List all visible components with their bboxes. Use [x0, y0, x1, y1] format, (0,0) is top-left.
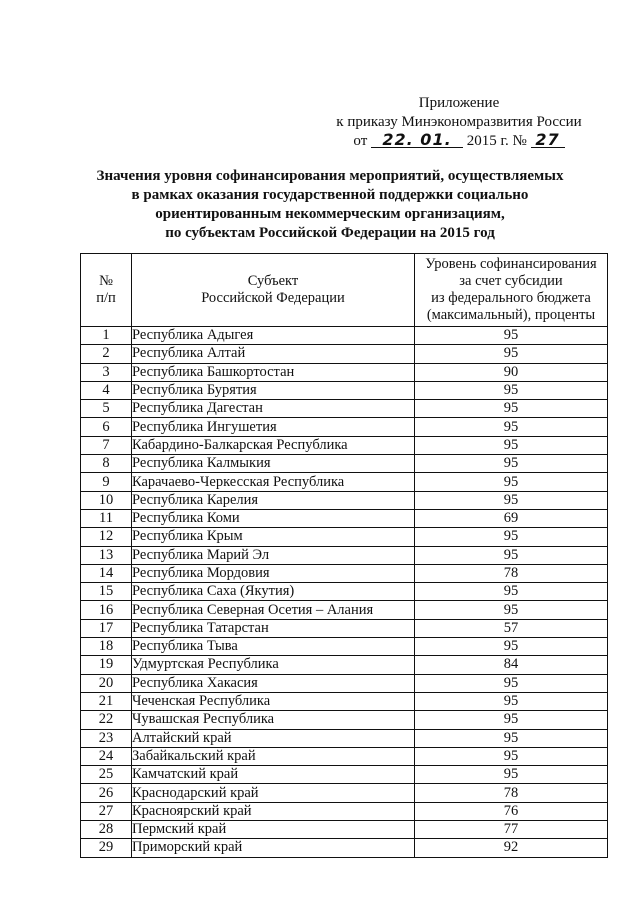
- table-row: [81, 400, 608, 418]
- table-row: [81, 381, 608, 399]
- table-body: [81, 327, 608, 858]
- row-subject: Республика Тыва: [132, 638, 415, 656]
- row-subject: Республика Крым: [132, 528, 415, 546]
- row-subject: Камчатский край: [132, 766, 415, 784]
- table-row: [81, 327, 608, 345]
- row-number: 2: [81, 345, 132, 363]
- row-number: 17: [81, 619, 132, 637]
- row-value: 78: [415, 564, 608, 582]
- row-subject: Пермский край: [132, 821, 415, 839]
- row-number: 16: [81, 601, 132, 619]
- row-value: 95: [415, 491, 608, 509]
- table-header-row: [81, 254, 608, 327]
- row-number: 19: [81, 656, 132, 674]
- row-subject: Республика Ингушетия: [132, 418, 415, 436]
- table-row: [81, 821, 608, 839]
- row-subject: Красноярский край: [132, 802, 415, 820]
- row-number: 26: [81, 784, 132, 802]
- row-value: 57: [415, 619, 608, 637]
- title-line: Значения уровня софинансирования мероприятий, осуществляемых: [96, 168, 564, 184]
- table-row: [81, 436, 608, 454]
- row-subject: Удмуртская Республика: [132, 656, 415, 674]
- appendix-title: Приложение: [418, 95, 500, 111]
- row-number: 10: [81, 491, 132, 509]
- handwritten-date: 22. 01.: [371, 132, 463, 148]
- row-number: 22: [81, 711, 132, 729]
- row-number: 27: [81, 802, 132, 820]
- row-subject: Приморский край: [132, 839, 415, 857]
- row-value: 95: [415, 729, 608, 747]
- table-row: [81, 711, 608, 729]
- row-subject: Республика Алтай: [132, 345, 415, 363]
- row-value: 95: [415, 381, 608, 399]
- row-subject: Алтайский край: [132, 729, 415, 747]
- row-value: 95: [415, 583, 608, 601]
- row-value: 77: [415, 821, 608, 839]
- row-subject: Республика Татарстан: [132, 619, 415, 637]
- row-subject: Забайкальский край: [132, 747, 415, 765]
- row-value: 95: [415, 327, 608, 345]
- header-subject-line: Субъект: [247, 273, 299, 289]
- row-number: 3: [81, 363, 132, 381]
- row-value: 95: [415, 345, 608, 363]
- row-value: 84: [415, 656, 608, 674]
- row-subject: Республика Башкортостан: [132, 363, 415, 381]
- row-value: 95: [415, 766, 608, 784]
- row-value: 95: [415, 692, 608, 710]
- row-value: 78: [415, 784, 608, 802]
- row-subject: Республика Адыгея: [132, 327, 415, 345]
- row-subject: Кабардино-Балкарская Республика: [132, 436, 415, 454]
- row-number: 4: [81, 381, 132, 399]
- header-num-line: п/п: [96, 290, 116, 306]
- row-subject: Республика Бурятия: [132, 381, 415, 399]
- row-number: 24: [81, 747, 132, 765]
- row-value: 95: [415, 436, 608, 454]
- row-number: 11: [81, 509, 132, 527]
- order-year: 2015 г. №: [466, 133, 527, 149]
- table-row: [81, 473, 608, 491]
- row-value: 95: [415, 711, 608, 729]
- title-line: по субъектам Российской Федерации на 2015 год: [165, 225, 495, 241]
- table-row: [81, 583, 608, 601]
- appendix-header: [314, 94, 604, 151]
- table-row: [81, 455, 608, 473]
- cofinancing-table: [80, 253, 608, 858]
- row-value: 69: [415, 509, 608, 527]
- row-value: 95: [415, 528, 608, 546]
- row-subject: Республика Хакасия: [132, 674, 415, 692]
- appendix-order-date-line: [314, 132, 604, 151]
- row-value: 95: [415, 601, 608, 619]
- row-number: 29: [81, 839, 132, 857]
- row-value: 95: [415, 674, 608, 692]
- table-row: [81, 747, 608, 765]
- row-subject: Республика Северная Осетия – Алания: [132, 601, 415, 619]
- handwritten-order-number: 27: [531, 132, 565, 148]
- row-number: 28: [81, 821, 132, 839]
- header-value-line: из федерального бюджета: [431, 290, 591, 306]
- row-number: 6: [81, 418, 132, 436]
- table-row: [81, 509, 608, 527]
- header-value-line: Уровень софинансирования: [425, 256, 597, 272]
- row-number: 9: [81, 473, 132, 491]
- header-value-line: (максимальный), проценты: [426, 307, 596, 323]
- header-subject-line: Российской Федерации: [201, 290, 345, 306]
- row-value: 95: [415, 638, 608, 656]
- title-line: в рамках оказания государственной поддержки социально: [131, 187, 529, 203]
- title-line: ориентированным некоммерческим организациям,: [155, 206, 505, 222]
- row-value: 95: [415, 546, 608, 564]
- row-number: 5: [81, 400, 132, 418]
- row-subject: Республика Карелия: [132, 491, 415, 509]
- table-row: [81, 528, 608, 546]
- header-subject: [132, 254, 415, 327]
- row-subject: Карачаево-Черкесская Республика: [132, 473, 415, 491]
- table-row: [81, 363, 608, 381]
- row-value: 95: [415, 455, 608, 473]
- table-row: [81, 564, 608, 582]
- table-row: [81, 766, 608, 784]
- table-row: [81, 601, 608, 619]
- table-row: [81, 802, 608, 820]
- row-number: 25: [81, 766, 132, 784]
- row-subject: Чувашская Республика: [132, 711, 415, 729]
- date-prefix: от: [353, 133, 368, 149]
- header-num-line: №: [99, 273, 113, 289]
- row-subject: Чеченская Республика: [132, 692, 415, 710]
- table-row: [81, 638, 608, 656]
- row-value: 95: [415, 473, 608, 491]
- row-number: 13: [81, 546, 132, 564]
- row-value: 76: [415, 802, 608, 820]
- row-subject: Республика Мордовия: [132, 564, 415, 582]
- row-subject: Республика Калмыкия: [132, 455, 415, 473]
- row-number: 20: [81, 674, 132, 692]
- row-number: 8: [81, 455, 132, 473]
- row-subject: Республика Саха (Якутия): [132, 583, 415, 601]
- table-row: [81, 418, 608, 436]
- document-title: [60, 167, 600, 243]
- header-value: [415, 254, 608, 327]
- row-subject: Республика Дагестан: [132, 400, 415, 418]
- row-number: 12: [81, 528, 132, 546]
- row-number: 23: [81, 729, 132, 747]
- row-value: 95: [415, 747, 608, 765]
- row-number: 15: [81, 583, 132, 601]
- row-value: 95: [415, 400, 608, 418]
- row-value: 92: [415, 839, 608, 857]
- header-value-line: за счет субсидии: [459, 273, 563, 289]
- appendix-order-reference: к приказу Минэкономразвития России: [336, 114, 582, 130]
- row-number: 1: [81, 327, 132, 345]
- table-row: [81, 619, 608, 637]
- row-number: 7: [81, 436, 132, 454]
- row-value: 95: [415, 418, 608, 436]
- row-subject: Республика Коми: [132, 509, 415, 527]
- table-row: [81, 491, 608, 509]
- table-row: [81, 656, 608, 674]
- table-row: [81, 546, 608, 564]
- table-row: [81, 674, 608, 692]
- table-row: [81, 692, 608, 710]
- row-number: 21: [81, 692, 132, 710]
- table-row: [81, 729, 608, 747]
- table-row: [81, 345, 608, 363]
- header-num: [81, 254, 132, 327]
- row-subject: Республика Марий Эл: [132, 546, 415, 564]
- row-value: 90: [415, 363, 608, 381]
- row-number: 18: [81, 638, 132, 656]
- table-row: [81, 784, 608, 802]
- table-row: [81, 839, 608, 857]
- row-number: 14: [81, 564, 132, 582]
- row-subject: Краснодарский край: [132, 784, 415, 802]
